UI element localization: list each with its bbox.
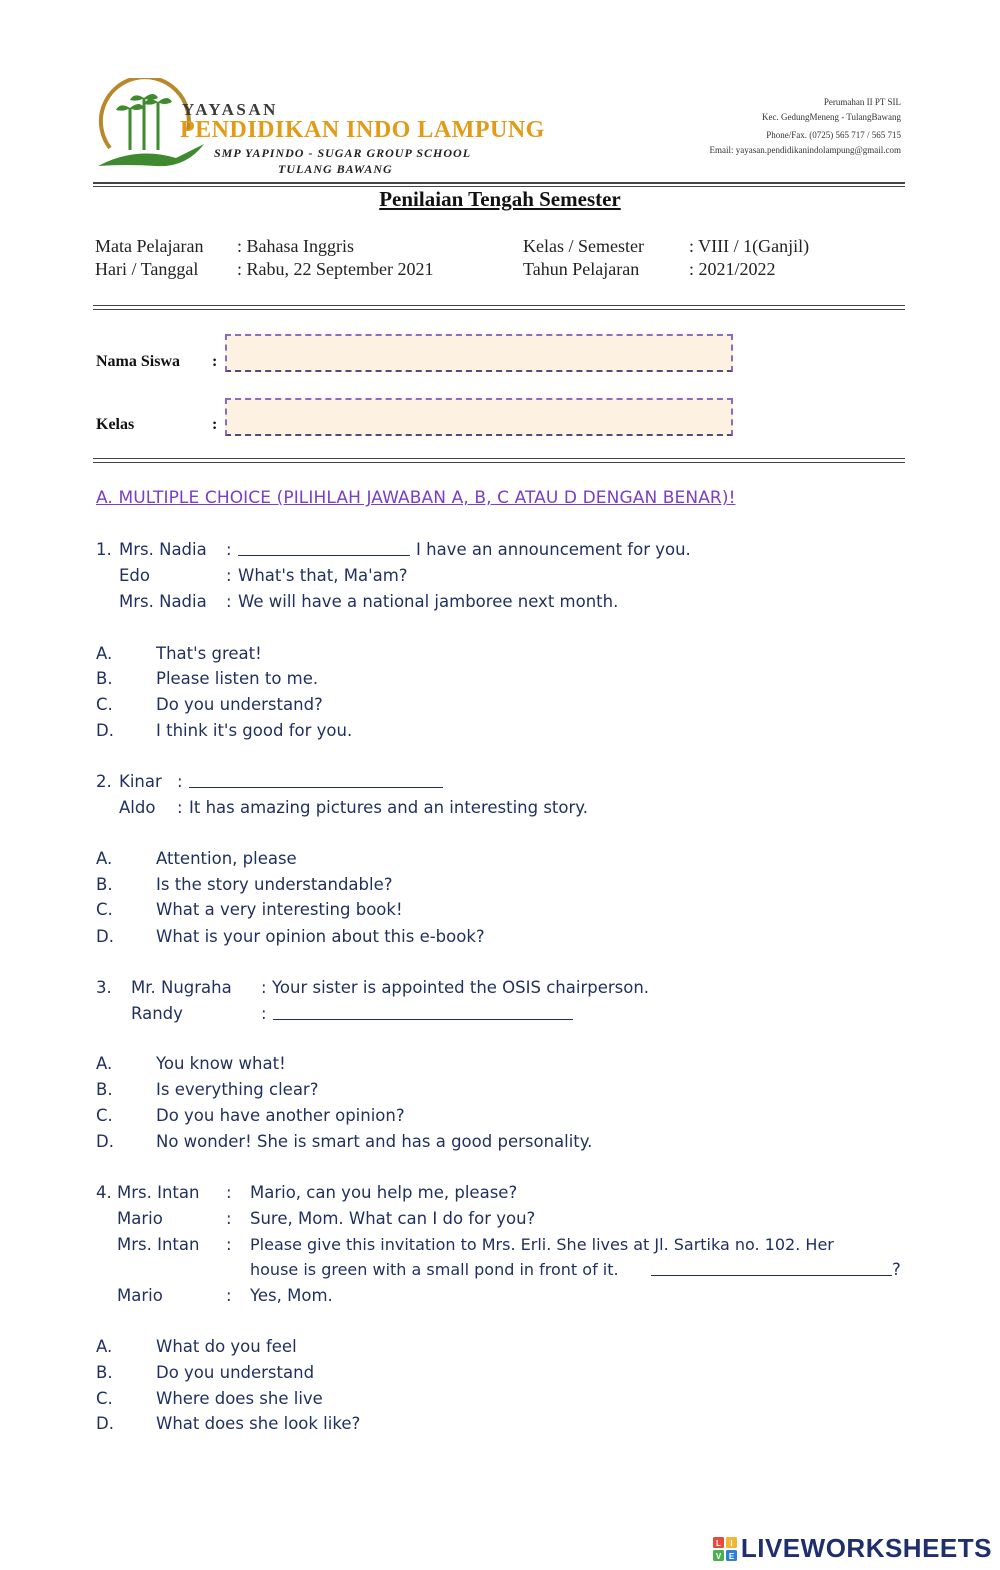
student-divider	[93, 458, 905, 459]
liveworksheets-wordmark: LIVEWORKSHEETS	[740, 1533, 992, 1563]
liveworksheets-logo[interactable]	[713, 1533, 992, 1564]
address-line-1: Perumahan II PT SIL	[823, 97, 901, 107]
colon: :	[261, 978, 267, 997]
class-semester-value: : VIII / 1(Ganjil)	[689, 236, 810, 256]
colon: :	[261, 1004, 267, 1023]
info-divider-thin	[93, 309, 905, 310]
option-letter: A.	[96, 1054, 113, 1073]
letterhead-school-name: SMP YAPINDO - SUGAR GROUP SCHOOL	[214, 146, 472, 160]
speaker: Mr. Nugraha	[131, 978, 232, 997]
option-b[interactable]: Is everything clear?	[156, 1080, 319, 1099]
colon: :	[226, 1209, 232, 1228]
dialogue-text: What's that, Ma'am?	[238, 566, 408, 585]
speaker: Mrs. Intan	[117, 1235, 200, 1254]
student-class-input[interactable]	[225, 398, 733, 436]
colon: :	[177, 798, 183, 817]
info-divider	[93, 305, 905, 306]
student-name-colon: :	[212, 353, 218, 370]
dialogue-text: Mario, can you help me, please?	[250, 1183, 518, 1202]
speaker: Mrs. Intan	[117, 1183, 200, 1202]
option-letter: B.	[96, 669, 113, 688]
speaker: Mrs. Nadia	[119, 540, 207, 559]
academic-year-value: : 2021/2022	[689, 259, 776, 279]
option-c[interactable]: Do you have another opinion?	[156, 1106, 405, 1125]
question-number: 2.	[96, 772, 112, 791]
icon-letter: I	[730, 1538, 733, 1548]
speaker: Mario	[117, 1209, 163, 1228]
answer-blank[interactable]	[189, 772, 443, 788]
option-d[interactable]: I think it's good for you.	[156, 721, 353, 740]
option-letter: C.	[96, 1106, 113, 1125]
student-divider-thin	[93, 462, 905, 463]
speaker: Aldo	[119, 798, 156, 817]
speaker: Mario	[117, 1286, 163, 1305]
student-class-label: Kelas	[96, 416, 135, 433]
dialogue-text: I have an announcement for you.	[416, 540, 691, 559]
dialogue-text: Sure, Mom. What can I do for you?	[250, 1209, 536, 1228]
icon-letter: V	[715, 1551, 722, 1561]
student-name-input[interactable]	[225, 334, 733, 372]
subject-value: : Bahasa Inggris	[237, 236, 354, 256]
colon: :	[226, 566, 232, 585]
option-d[interactable]: What is your opinion about this e-book?	[156, 927, 485, 946]
option-letter: D.	[96, 1414, 114, 1433]
answer-blank[interactable]	[651, 1260, 892, 1276]
option-letter: D.	[96, 927, 114, 946]
dialogue-text-continued: house is green with a small pond in front of it.	[250, 1260, 619, 1279]
dialogue-text: Your sister is appointed the OSIS chairperson.	[272, 978, 650, 997]
student-name-label: Nama Siswa	[96, 353, 181, 370]
option-a[interactable]: You know what!	[156, 1054, 286, 1073]
option-c[interactable]: What a very interesting book!	[156, 900, 403, 919]
option-a[interactable]: What do you feel	[156, 1337, 297, 1356]
question-number: 4.	[96, 1183, 112, 1202]
academic-year-label: Tahun Pelajaran	[523, 259, 640, 279]
option-b[interactable]: Is the story understandable?	[156, 875, 393, 894]
question-mark: ?	[892, 1260, 901, 1279]
letterhead-foundation-name: PENDIDIKAN INDO LAMPUNG	[180, 117, 545, 143]
option-letter: A.	[96, 849, 113, 868]
address-line-2: Kec. GedungMeneng - TulangBawang	[762, 112, 901, 122]
option-a[interactable]: That's great!	[156, 644, 262, 663]
answer-blank[interactable]	[273, 1004, 573, 1020]
phone-fax: Phone/Fax. (0725) 565 717 / 565 715	[766, 130, 901, 140]
option-letter: D.	[96, 1132, 114, 1151]
option-a[interactable]: Attention, please	[156, 849, 297, 868]
dialogue-text: Please give this invitation to Mrs. Erli. She lives at Jl. Sartika no. 102. Her	[250, 1235, 834, 1254]
option-c[interactable]: Do you understand?	[156, 695, 323, 714]
date-label: Hari / Tanggal	[95, 259, 199, 279]
section-a-title: A. MULTIPLE CHOICE (PILIHLAH JAWABAN A, B, C ATAU D DENGAN BENAR)!	[96, 488, 736, 508]
option-d[interactable]: No wonder! She is smart and has a good personality.	[156, 1132, 593, 1151]
speaker: Randy	[131, 1004, 183, 1023]
header-divider	[93, 182, 905, 184]
speaker: Edo	[119, 566, 150, 585]
option-c[interactable]: Where does she live	[156, 1389, 323, 1408]
date-value: : Rabu, 22 September 2021	[237, 259, 434, 279]
speaker: Mrs. Nadia	[119, 592, 207, 611]
icon-letter: L	[715, 1538, 721, 1548]
exam-title: Penilaian Tengah Semester	[379, 187, 621, 211]
option-letter: B.	[96, 1363, 113, 1382]
dialogue-text: Yes, Mom.	[250, 1286, 333, 1305]
option-b[interactable]: Please listen to me.	[156, 669, 319, 688]
question-number: 3.	[96, 978, 112, 997]
option-letter: A.	[96, 644, 113, 663]
colon: :	[177, 772, 183, 791]
option-letter: C.	[96, 695, 113, 714]
subject-label: Mata Pelajaran	[95, 236, 204, 256]
colon: :	[226, 1235, 232, 1254]
colon: :	[226, 592, 232, 611]
icon-letter: E	[728, 1551, 735, 1561]
question-number: 1.	[96, 540, 112, 559]
colon: :	[226, 1286, 232, 1305]
dialogue-text: It has amazing pictures and an interesting story.	[189, 798, 588, 817]
option-letter: A.	[96, 1337, 113, 1356]
option-letter: D.	[96, 721, 114, 740]
option-letter: C.	[96, 900, 113, 919]
colon: :	[226, 1183, 232, 1202]
answer-blank[interactable]	[238, 540, 410, 556]
speaker: Kinar	[119, 772, 162, 791]
student-class-colon: :	[212, 416, 218, 433]
option-d[interactable]: What does she look like?	[156, 1414, 361, 1433]
option-b[interactable]: Do you understand	[156, 1363, 315, 1382]
colon: :	[226, 540, 232, 559]
option-letter: B.	[96, 875, 113, 894]
email-address: Email: yayasan.pendidikanindolampung@gmail.com	[709, 145, 901, 155]
letterhead-yayasan: YAYASAN	[182, 100, 278, 119]
option-letter: B.	[96, 1080, 113, 1099]
letterhead-district: TULANG BAWANG	[278, 162, 393, 176]
dialogue-text: We will have a national jamboree next month.	[238, 592, 619, 611]
liveworksheets-icon	[713, 1537, 737, 1561]
option-letter: C.	[96, 1389, 113, 1408]
class-semester-label: Kelas / Semester	[523, 236, 644, 256]
